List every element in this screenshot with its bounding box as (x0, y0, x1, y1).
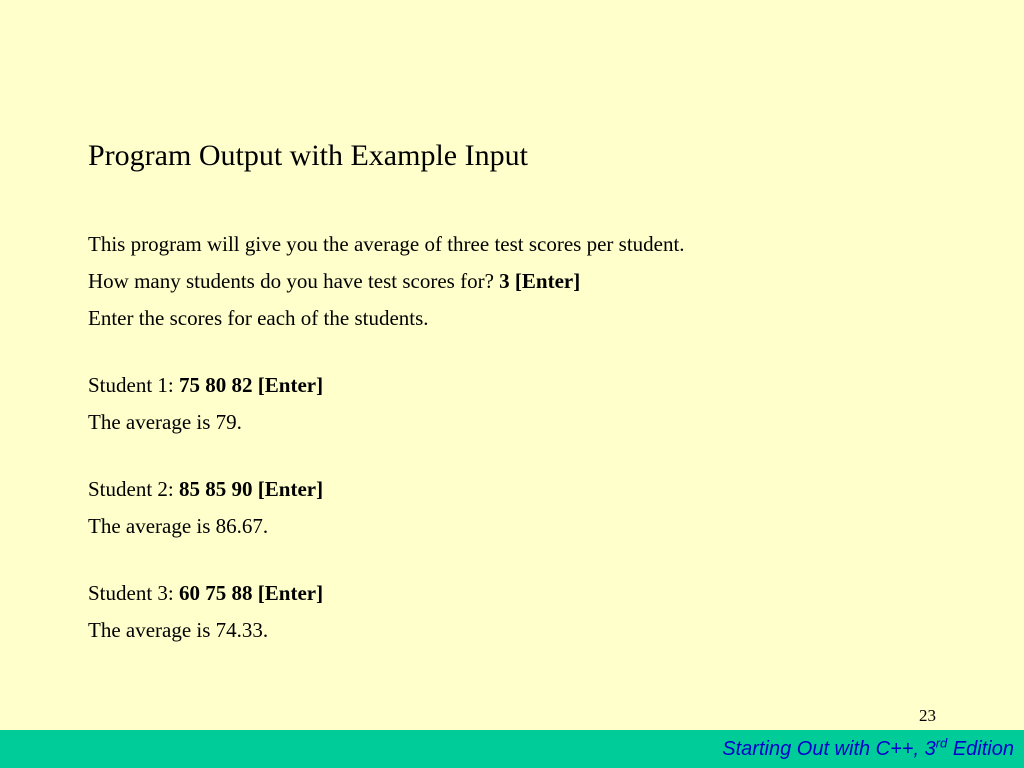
student-1-line (88, 370, 685, 407)
footer-edition-superscript: rd (935, 735, 948, 751)
intro-line: This program will give you the average of three test scores per student. (88, 232, 685, 256)
student-1-input: 75 80 82 [Enter] (179, 373, 324, 397)
footer-book-title (722, 737, 1014, 761)
student-2-input: 85 85 90 [Enter] (179, 477, 324, 501)
footer-bar (0, 730, 1024, 768)
footer-edition-suffix: Edition (947, 738, 1014, 760)
enter-scores-line: Enter the scores for each of the students. (88, 306, 429, 330)
spacer (88, 548, 685, 578)
student-1-prompt: Student 1: (88, 373, 180, 397)
student-2-line (88, 474, 685, 511)
page-number: 23 (919, 706, 936, 725)
student-count-prompt: How many students do you have test scores for? (88, 269, 500, 293)
student-count-input: 3 [Enter] (499, 269, 581, 293)
footer-title-prefix: Starting Out with C++, 3 (722, 738, 936, 760)
spacer (88, 340, 685, 370)
student-3-prompt: Student 3: (88, 581, 180, 605)
spacer (88, 444, 685, 474)
slide-title: Program Output with Example Input (88, 139, 528, 172)
program-output (88, 229, 685, 652)
student-3-line (88, 578, 685, 615)
student-2-prompt: Student 2: (88, 477, 180, 501)
student-2-average: The average is 86.67. (88, 514, 269, 538)
student-3-average: The average is 74.33. (88, 618, 269, 642)
student-count-line (88, 266, 685, 303)
student-1-average: The average is 79. (88, 410, 242, 434)
student-3-input: 60 75 88 [Enter] (179, 581, 324, 605)
